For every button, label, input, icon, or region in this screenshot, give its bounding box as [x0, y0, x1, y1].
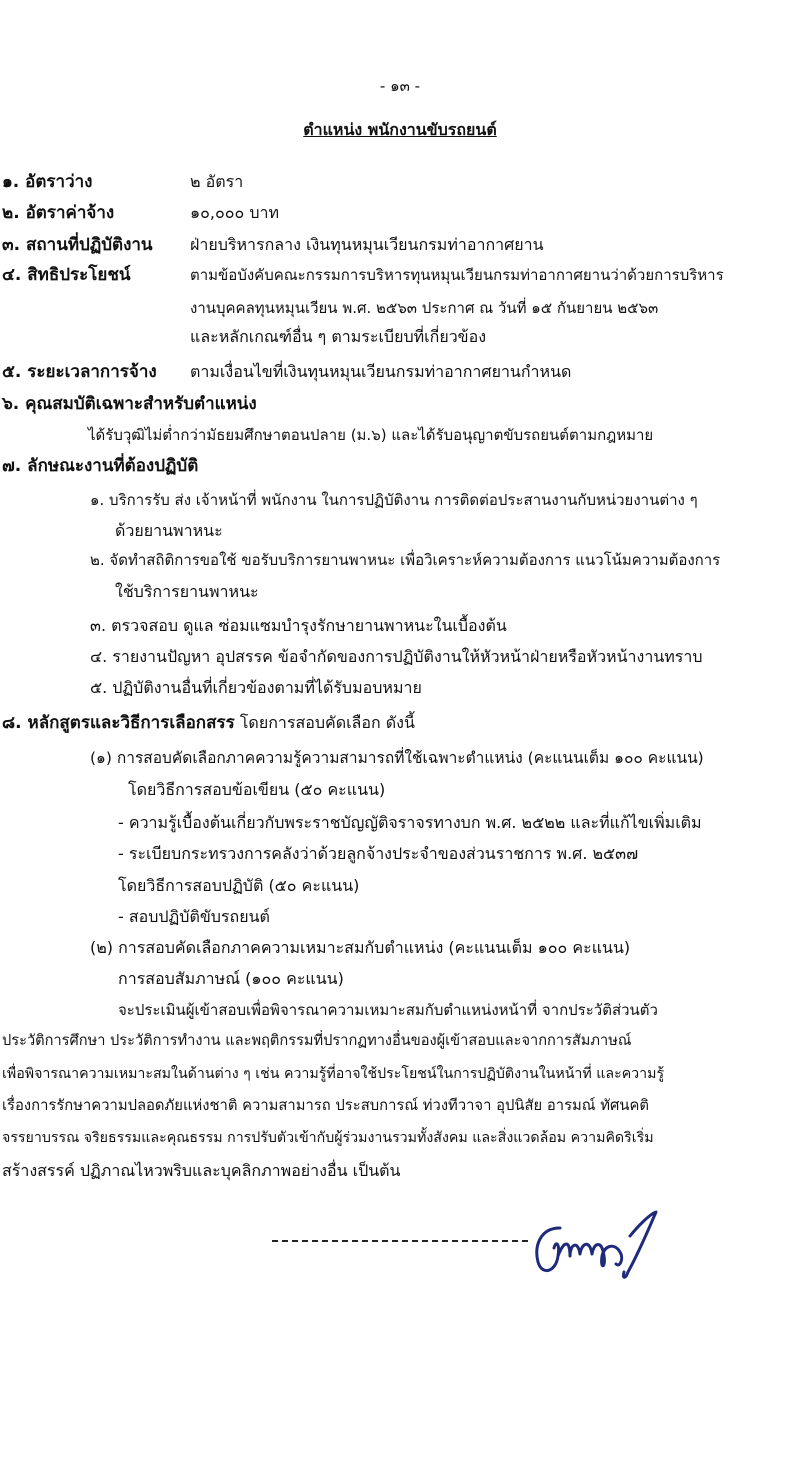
page-number: - ๑๓ - — [379, 77, 421, 95]
paragraph-line: จะประเมินผู้เข้าสอบเพื่อพิจารณาความเหมาะสมกับตำแหน่งหน้าที่ จากประวัติส่วนตัว — [118, 1001, 658, 1019]
selection-line: โดยวิธีการสอบข้อเขียน (๕๐ คะแนน) — [128, 780, 386, 799]
selection-line: - ความรู้เบื้องต้นเกี่ยวกับพระราชบัญญัติจราจรทางบก พ.ศ. ๒๕๒๒ และที่แก้ไขเพิ่มเติม — [118, 813, 702, 832]
vacancy-label: ๑. อัตราว่าง — [2, 172, 93, 192]
duty-item: ๒. จัดทำสถิติการขอใช้ ขอรับบริการยานพาหนะ เพื่อวิเคราะห์ความต้องการ แนวโน้มความต้องการ — [90, 551, 721, 569]
salary-value: ๑๐,๐๐๐ บาท — [190, 203, 280, 222]
selection-line: โดยวิธีการสอบปฏิบัติ (๕๐ คะแนน) — [118, 876, 360, 895]
paragraph-line: สร้างสรรค์ ปฏิภาณไหวพริบและบุคลิกภาพอย่างอื่น เป็นต้น — [2, 1161, 401, 1180]
duty-item: ๓. ตรวจสอบ ดูแล ซ่อมแซมบำรุงรักษายานพาหนะในเบื้องต้น — [90, 616, 507, 635]
selection-line: - สอบปฏิบัติขับรถยนต์ — [118, 907, 270, 926]
selection-line: - ระเบียบกระทรวงการคลังว่าด้วยลูกจ้างประจำของส่วนราชการ พ.ศ. ๒๕๓๗ — [118, 844, 639, 863]
benefit-label: ๔. สิทธิประโยชน์ — [2, 265, 131, 285]
selection-line: การสอบสัมภาษณ์ (๑๐๐ คะแนน) — [118, 969, 344, 988]
position-title: ตำแหน่ง พนักงานขับรถยนต์ — [303, 120, 497, 139]
selection-heading — [2, 713, 415, 733]
benefit-line: และหลักเกณฑ์อื่น ๆ ตามระเบียบที่เกี่ยวข้อง — [190, 327, 487, 346]
selection-label: ๘. หลักสูตรและวิธีการเลือกสรร — [2, 713, 235, 733]
duties-label: ๗. ลักษณะงานที่ต้องปฏิบัติ — [2, 456, 199, 476]
paragraph-line: ประวัติการศึกษา ประวัติการทำงาน และพฤติกรรมที่ปรากฏทางอื่นของผู้เข้าสอบและจากการสัมภาษณ์ — [2, 1032, 632, 1049]
selection-line: (๑) การสอบคัดเลือกภาคความรู้ความสามารถที่ใช้เฉพาะตำแหน่ง (คะแนนเต็ม ๑๐๐ คะแนน) — [90, 749, 704, 767]
paragraph-line: เรื่องการรักษาความปลอดภัยแห่งชาติ ความสามารถ ประสบการณ์ ท่วงทีวาจา อุปนิสัย อารมณ์ ทัศนคติ — [2, 1097, 650, 1114]
signature-icon — [530, 1206, 670, 1290]
duty-item-cont: ใช้บริการยานพาหนะ — [115, 582, 259, 601]
benefit-line: งานบุคคลทุนหมุนเวียน พ.ศ. ๒๕๖๓ ประกาศ ณ วันที่ ๑๕ กันยายน ๒๕๖๓ — [190, 299, 659, 317]
benefit-line: ตามข้อบังคับคณะกรรมการบริหารทุนหมุนเวียนกรมท่าอากาศยานว่าด้วยการบริหาร — [190, 266, 724, 284]
salary-label: ๒. อัตราค่าจ้าง — [2, 203, 115, 223]
duty-item: ๑. บริการรับ ส่ง เจ้าหน้าที่ พนักงาน ในการปฏิบัติงาน การติดต่อประสานงานกับหน่วยงานต่าง ๆ — [90, 491, 698, 509]
duration-label: ๕. ระยะเวลาการจ้าง — [2, 362, 157, 382]
selection-line: (๒) การสอบคัดเลือกภาคความเหมาะสมกับตำแหน่ง (คะแนนเต็ม ๑๐๐ คะแนน) — [90, 938, 631, 957]
qualification-label: ๖. คุณสมบัติเฉพาะสำหรับตำแหน่ง — [2, 394, 257, 414]
vacancy-value: ๒ อัตรา — [190, 172, 244, 191]
duty-item-cont: ด้วยยานพาหนะ — [115, 521, 223, 540]
signature-line — [272, 1240, 528, 1242]
duty-item: ๔. รายงานปัญหา อุปสรรค ข้อจำกัดของการปฏิบัติงานให้หัวหน้าฝ่ายหรือหัวหน้างานทราบ — [90, 647, 703, 666]
paragraph-line: จรรยาบรรณ จริยธรรมและคุณธรรม การปรับตัวเข้ากับผู้ร่วมงานรวมทั้งสังคม และสิ่งแวดล้อม ความคิดริเริ่ม — [2, 1130, 654, 1146]
location-label: ๓. สถานที่ปฏิบัติงาน — [2, 235, 153, 255]
selection-suffix: โดยการสอบคัดเลือก ดังนี้ — [239, 713, 415, 732]
duty-item: ๕. ปฏิบัติงานอื่นที่เกี่ยวข้องตามที่ได้รับมอบหมาย — [90, 678, 422, 697]
paragraph-line: เพื่อพิจารณาความเหมาะสมในด้านต่าง ๆ เช่น ความรู้ที่อาจใช้ประโยชน์ในการปฏิบัติงานในหน้าที่ และความรู้ — [2, 1066, 665, 1082]
qualification-value: ได้รับวุฒิไม่ต่ำกว่ามัธยมศึกษาตอนปลาย (ม.๖) และได้รับอนุญาตขับรถยนต์ตามกฎหมาย — [88, 426, 654, 444]
duration-value: ตามเงื่อนไขที่เงินทุนหมุนเวียนกรมท่าอากาศยานกำหนด — [190, 362, 572, 381]
location-value: ฝ่ายบริหารกลาง เงินทุนหมุนเวียนกรมท่าอากาศยาน — [190, 235, 544, 254]
